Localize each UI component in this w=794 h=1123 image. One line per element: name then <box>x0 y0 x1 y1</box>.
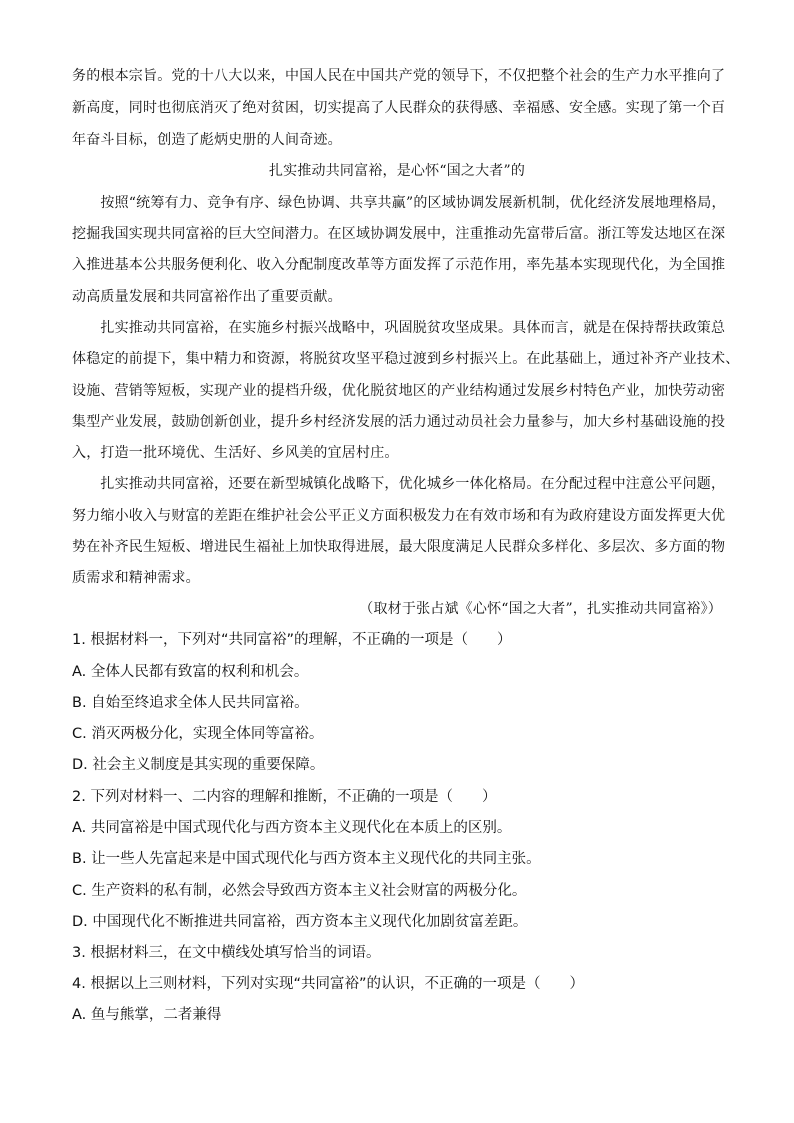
passage-line: 努力缩小收入与财富的差距在维护社会公平正义方面积极发力在有效市场和有为政府建设方面发挥更大优 <box>72 508 726 524</box>
passage-line: 务的根本宗旨。党的十八大以来，中国人民在中国共产党的领导下，不仅把整个社会的生产力水平推向了 <box>72 68 726 84</box>
question-4-option-a: A. 鱼与熊掌，二者兼得 <box>72 1007 222 1023</box>
passage-line: 挖掘我国实现共同富裕的巨大空间潜力。在区域协调发展中，注重推动先富带后富。浙江等发达地区在深 <box>72 226 726 242</box>
passage-line: 动高质量发展和共同富裕作出了重要贡献。 <box>72 289 342 305</box>
source-citation: （取材于张占斌《心怀“国之大者”，扎实推动共同富裕》） <box>359 601 722 617</box>
question-2-option-d: D. 中国现代化不断推进共同富裕，西方资本主义现代化加剧贫富差距。 <box>72 914 528 930</box>
question-1-stem: 1. 根据材料一，下列对“共同富裕”的理解，不正确的一项是（ ） <box>72 632 512 648</box>
question-2-option-c: C. 生产资料的私有制，必然会导致西方资本主义社会财富的两极分化。 <box>72 883 527 899</box>
passage-line: 按照“统筹有力、竞争有序、绿色协调、共享共赢”的区域协调发展新机制，优化经济发展地理格局， <box>72 195 726 211</box>
question-1-option-b: B. 自始至终追求全体人民共同富裕。 <box>72 695 309 711</box>
passage-line: 年奋斗目标，创造了彪炳史册的人间奇迹。 <box>72 132 342 148</box>
question-3-stem: 3. 根据材料三，在文中横线处填写恰当的词语。 <box>72 945 381 961</box>
question-2-stem: 2. 下列对材料一、二内容的理解和推断，不正确的一项是（ ） <box>72 789 497 805</box>
question-1-option-a: A. 全体人民都有致富的权利和机会。 <box>72 664 309 680</box>
passage-line: 扎实推动共同富裕，还要在新型城镇化战略下，优化城乡一体化格局。在分配过程中注意公平问题， <box>72 476 726 492</box>
passage-line: 集型产业发展，鼓励创新创业，提升乡村经济发展的活力通过动员社会力量参与，加大乡村基础设施的投 <box>72 414 726 430</box>
question-1-option-c: C. 消灭两极分化，实现全体同等富裕。 <box>72 726 324 742</box>
question-2-option-b: B. 让一些人先富起来是中国式现代化与西方资本主义现代化的共同主张。 <box>72 851 541 867</box>
passage-line: 势在补齐民生短板、增进民生福祉上加快取得进展，最大限度满足人民群众多样化、多层次、多方面的物 <box>72 539 726 555</box>
passage-line: 体稳定的前提下，集中精力和资源，将脱贫攻坚平稳过渡到乡村振兴上。在此基础上，通过补齐产业技术、 <box>72 351 740 367</box>
passage-line: 入，打造一批环境优、生活好、乡风美的宜居村庄。 <box>72 445 399 461</box>
passage-line: 设施、营销等短板，实现产业的提档升级，优化脱贫地区的产业结构通过发展乡村特色产业，加快劳动密 <box>72 383 726 399</box>
question-4-stem: 4. 根据以上三则材料，下列对实现“共同富裕”的认识，不正确的一项是（ ） <box>72 976 584 992</box>
question-2-option-a: A. 共同富裕是中国式现代化与西方资本主义现代化在本质上的区别。 <box>72 820 512 836</box>
question-1-option-d: D. 社会主义制度是其实现的重要保障。 <box>72 757 325 773</box>
passage-line: 质需求和精神需求。 <box>72 570 200 586</box>
passage-heading: 扎实推动共同富裕，是心怀“国之大者”的 <box>268 163 526 179</box>
passage-line: 入推进基本公共服务便利化、收入分配制度改革等方面发挥了示范作用，率先基本实现现代化，为全国推 <box>72 257 726 273</box>
passage-line: 新高度，同时也彻底消灭了绝对贫困，切实提高了人民群众的获得感、幸福感、安全感。实现了第一个百 <box>72 100 726 116</box>
passage-line: 扎实推动共同富裕，在实施乡村振兴战略中，巩固脱贫攻坚成果。具体而言，就是在保持帮扶政策总 <box>72 320 726 336</box>
